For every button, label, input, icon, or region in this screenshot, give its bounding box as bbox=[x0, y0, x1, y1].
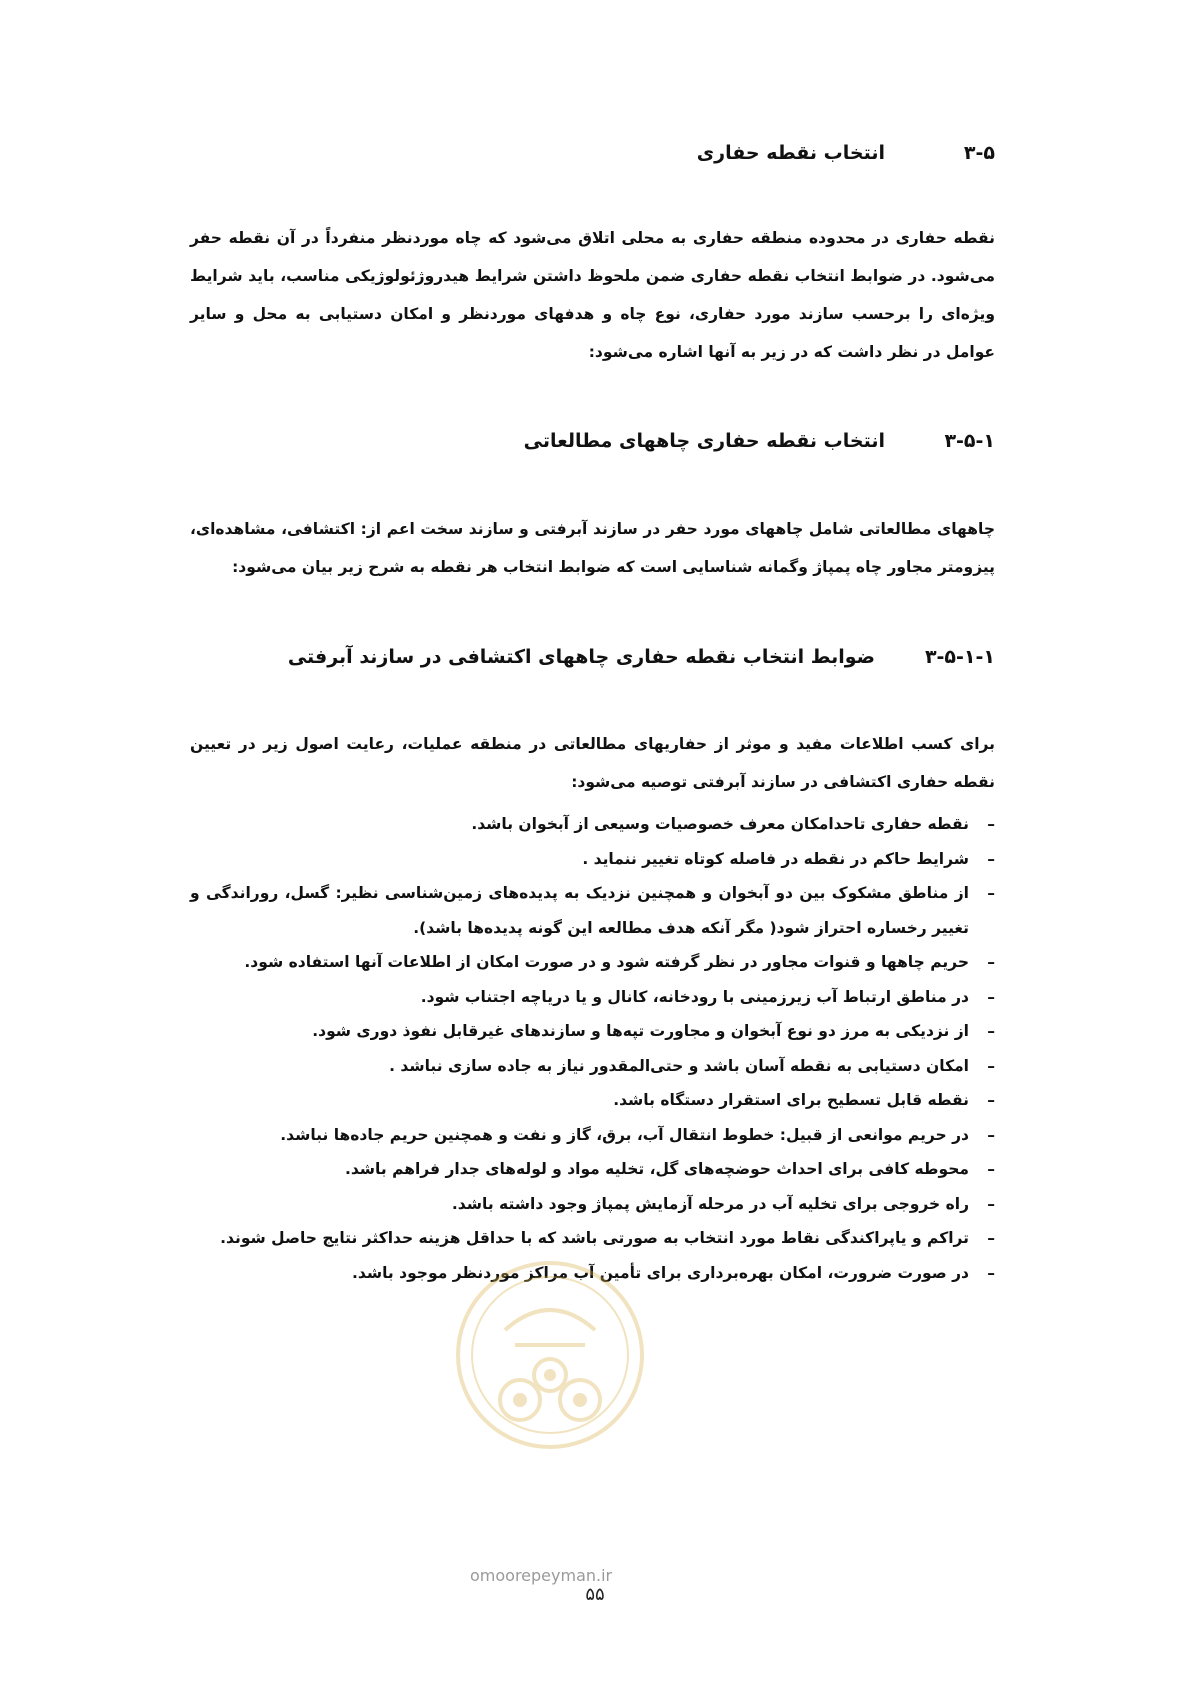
subsection-title: انتخاب نقطه حفاری چاههای مطالعاتی bbox=[523, 430, 885, 452]
list-item-text: از نزدیکی به مرز دو نوع آبخوان و مجاورت تپه‌ها و سازندهای غیرقابل نفوذ دوری شود. bbox=[312, 1022, 969, 1040]
bullet-dash: – bbox=[987, 815, 995, 833]
list-item bbox=[190, 842, 995, 877]
bullet-dash: – bbox=[987, 1160, 995, 1178]
bullet-dash: – bbox=[987, 1125, 995, 1144]
list-item bbox=[190, 1118, 995, 1153]
list-item-text: در حریم موانعی از قبیل: خطوط انتقال آب، برق، گاز و نفت و همچنین حریم جاده‌ها نباشد. bbox=[280, 1125, 969, 1144]
list-item bbox=[190, 807, 995, 842]
list-item-text: از مناطق مشکوک بین دو آبخوان و همچنین نزدیک به پدیده‌های زمین‌شناسی نظیر: گسل، روراندگی و تغییر رخساره احتراز شود( مگر آنکه هدف مطالعه این گونه پدیده‌ها باشد). bbox=[190, 884, 969, 937]
list-item-text: شرایط حاکم در نقطه در فاصله کوتاه تغییر ننماید . bbox=[582, 849, 969, 868]
subsection-heading bbox=[524, 427, 995, 455]
bullet-dash: – bbox=[987, 1091, 995, 1109]
list-item bbox=[190, 1152, 995, 1187]
list-item-text: در مناطق ارتباط آب زیرزمینی با رودخانه، کانال و یا دریاچه اجتناب شود. bbox=[420, 987, 969, 1006]
bullet-dash: – bbox=[987, 849, 995, 868]
criteria-list bbox=[190, 807, 995, 1290]
bullet-dash: – bbox=[987, 1229, 995, 1247]
list-item bbox=[190, 1083, 995, 1118]
list-item bbox=[190, 1049, 995, 1084]
bullet-dash: – bbox=[987, 987, 995, 1006]
list-item-text: محوطه کافی برای احداث حوضچه‌های گل، تخلیه مواد و لوله‌های جدار فراهم باشد. bbox=[344, 1160, 969, 1178]
list-item bbox=[190, 876, 995, 945]
bullet-dash: – bbox=[987, 884, 995, 902]
list-item-text: تراکم و یاپراکندگی نقاط مورد انتخاب به صورتی باشد که با حداقل هزینه حداکثر نتایج حاصل شوند. bbox=[220, 1229, 969, 1247]
bullet-dash: – bbox=[987, 1194, 995, 1213]
list-item-text: نقطه حفاری تاحدامکان معرف خصوصیات وسیعی از آبخوان باشد. bbox=[471, 815, 969, 833]
section-title: انتخاب نقطه حفاری bbox=[696, 142, 885, 164]
watermark-seal-icon bbox=[450, 1235, 650, 1475]
list-item-text: امکان دستیابی به نقطه آسان باشد و حتی‌المقدور نیاز به جاده سازی نباشد . bbox=[389, 1056, 969, 1075]
list-item-text: حریم چاهها و قنوات مجاور در نظر گرفته شود و در صورت امکان از اطلاعات آنها استفاده شود. bbox=[244, 953, 969, 971]
list-item-text: در صورت ضرورت، امکان بهره‌برداری برای تأمین آب مراکز موردنظر موجود باشد. bbox=[352, 1263, 969, 1282]
list-item-text: راه خروجی برای تخلیه آب در مرحله آزمایش پمپاژ وجود داشته باشد. bbox=[451, 1194, 969, 1213]
subsubsection-paragraph: برای کسب اطلاعات مفید و موثر از حفاریهای مطالعاتی در منطقه عملیات، رعایت اصول زیر در تعیین نقطه حفاری اکتشافی در سازند آبرفتی توصیه می‌شود: bbox=[190, 735, 995, 791]
bullet-dash: – bbox=[987, 1056, 995, 1075]
list-item bbox=[190, 1014, 995, 1049]
list-item-text: نقطه قابل تسطیح برای استقرار دستگاه باشد. bbox=[613, 1091, 969, 1109]
subsubsection-number: ۳-۵-۱-۱ bbox=[924, 646, 995, 668]
subsubsection-title: ضوابط انتخاب نقطه حفاری چاههای اکتشافی در سازند آبرفتی bbox=[287, 646, 875, 668]
bullet-dash: – bbox=[987, 1022, 995, 1040]
watermark-url: omoorepeyman.ir bbox=[470, 1566, 613, 1585]
list-item bbox=[190, 1187, 995, 1222]
subsubsection-heading bbox=[288, 643, 995, 671]
bullet-dash: – bbox=[987, 1263, 995, 1282]
subsection-paragraph: چاههای مطالعاتی شامل چاههای مورد حفر در سازند آبرفتی و سازند سخت اعم از: اکتشافی، مشاهده‌ای، پیزومتر مجاور چاه پمپاژ وگمانه شناسایی است که ضوابط انتخاب هر نقطه به شرح زیر بیان می‌شود: bbox=[190, 520, 995, 576]
section-number: ۳-۵ bbox=[963, 142, 995, 164]
intro-paragraph: نقطه حفاری در محدوده منطقه حفاری به محلی اتلاق می‌شود که چاه موردنظر منفرداً در آن نقطه حفر می‌شود. در ضوابط انتخاب نقطه حفاری ضمن ملحوظ داشتن شرایط هیدروژئولوژیکی مناسب، باید شرایط ویژه‌ای را برحسب سازند مورد حفاری، نوع چاه و هدفهای موردنظر و امکان دستیابی به محل و سایر عوامل در نظر داشت که در زیر به آنها اشاره می‌شود: bbox=[190, 229, 995, 361]
subsection-number: ۳-۵-۱ bbox=[944, 430, 995, 452]
list-item bbox=[190, 945, 995, 980]
bullet-dash: – bbox=[987, 953, 995, 971]
list-item bbox=[190, 980, 995, 1015]
section-heading bbox=[697, 139, 995, 167]
page-number: ۵۵ bbox=[585, 1584, 605, 1605]
